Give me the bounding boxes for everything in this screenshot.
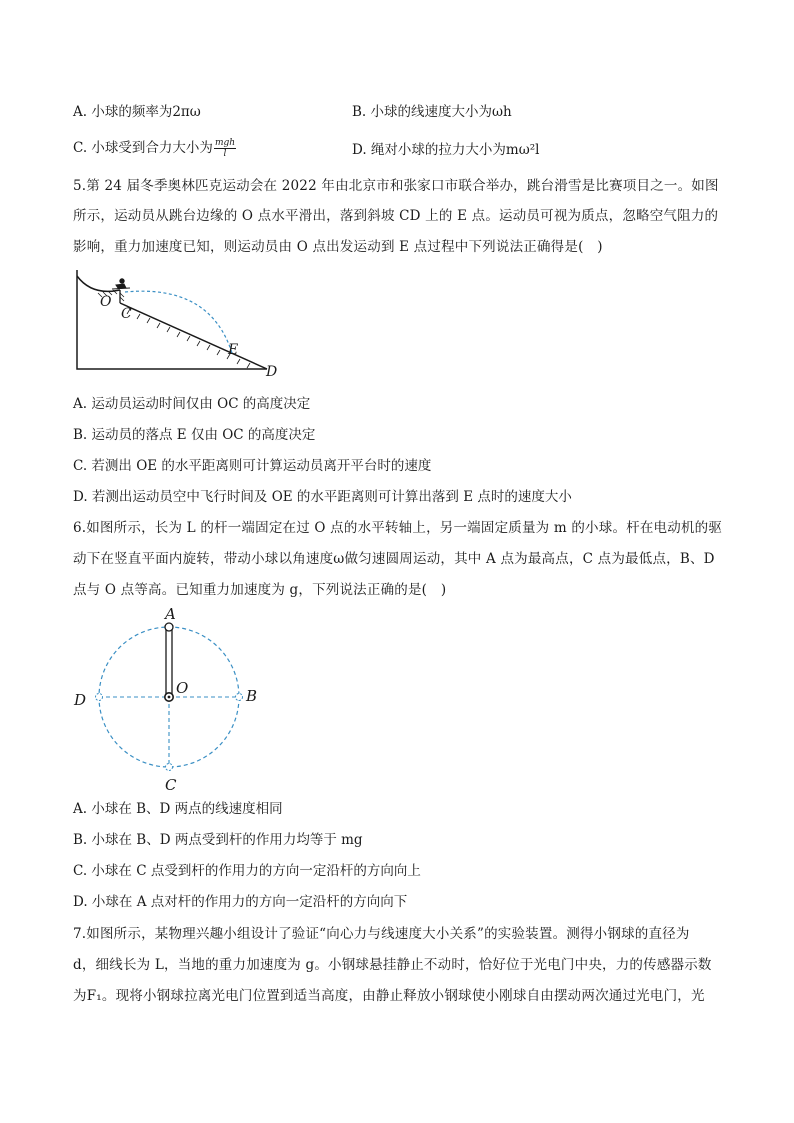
- q6-stem-line-3: 点与 O 点等高。已知重力加速度为 g，下列说法正确的是( ): [73, 582, 447, 598]
- q5-stem-line-1: 5.第 24 届冬季奥林匹克运动会在 2022 年由北京市和张家口市联合举办，跳台滑雪是比赛项目之一。如图: [73, 178, 719, 194]
- q5-option-a: A. 运动员运动时间仅由 OC 的高度决定: [73, 396, 311, 412]
- circular-motion-figure: [70, 605, 270, 795]
- figure-label-b: B: [246, 687, 258, 705]
- figure-label-o: O: [176, 679, 189, 697]
- q5-option-b: B. 运动员的落点 E 仅由 OC 的高度决定: [73, 427, 316, 443]
- figure-label-a: A: [165, 605, 176, 623]
- q6-option-b: B. 小球在 B、D 两点受到杆的作用力均等于 mg: [73, 832, 363, 848]
- fraction-denominator: l: [223, 149, 227, 159]
- figure-label-d: D: [266, 364, 278, 380]
- q6-option-d: D. 小球在 A 点对杆的作用力的方向一定沿杆的方向向下: [73, 894, 408, 910]
- q4-option-d: D. 绳对小球的拉力大小为mω²l: [352, 142, 540, 158]
- q5-option-c: C. 若测出 OE 的水平距离则可计算运动员离开平台时的速度: [73, 458, 432, 474]
- q5-option-d: D. 若测出运动员空中飞行时间及 OE 的水平距离则可计算出落到 E 点时的速度大小: [73, 489, 572, 505]
- q6-option-a: A. 小球在 B、D 两点的线速度相同: [73, 801, 283, 817]
- rod: [166, 628, 172, 697]
- figure-label-o: O: [100, 294, 112, 310]
- q6-option-c: C. 小球在 C 点受到杆的作用力的方向一定沿杆的方向向上: [73, 863, 421, 879]
- figure-label-e: E: [228, 342, 239, 358]
- q5-stem-line-3: 影响，重力加速度已知，则运动员由 O 点出发运动到 E 点过程中下列说法正确得是( ): [73, 239, 603, 255]
- q4-option-a: A. 小球的频率为2πω: [73, 104, 201, 120]
- q5-stem-line-2: 所示，运动员从跳台边缘的 O 点水平滑出，落到斜坡 CD 上的 E 点。运动员可视为质点，忽略空气阻力的: [73, 208, 719, 224]
- q6-stem-line-2: 动下在竖直平面内旋转，带动小球以角速度ω做匀速圆周运动，其中 A 点为最高点，C 点为最低点，B、D: [73, 551, 715, 567]
- figure-label-c: C: [165, 776, 177, 794]
- figure-label-c: C: [121, 306, 132, 322]
- ball-a: [165, 623, 173, 631]
- q4-option-c: [73, 138, 236, 159]
- q7-stem-line-3: 为F₁。现将小钢球拉离光电门位置到适当高度，由静止释放小钢球使小刚球自由摆动两次通过光电门，光: [73, 988, 705, 1004]
- q7-stem-line-1: 7.如图所示，某物理兴趣小组设计了验证“向心力与线速度大小关系”的实验装置。测得小钢球的直径为: [73, 926, 690, 942]
- ski-jump-figure: [70, 266, 285, 378]
- skier-icon: [112, 279, 130, 289]
- q7-stem-line-2: d，细线长为 L，当地的重力加速度为 g。小钢球悬挂静止不动时，恰好位于光电门中央，力的传感器示数: [73, 957, 712, 973]
- q4-option-c-fraction: [214, 138, 236, 159]
- q6-stem-line-1: 6.如图所示，长为 L 的杆一端固定在过 O 点的水平转轴上，另一端固定质量为 m 的小球。杆在电动机的驱: [73, 520, 723, 536]
- q4-option-b: B. 小球的线速度大小为ωh: [352, 104, 512, 120]
- q4-option-c-text: C. 小球受到合力大小为: [73, 140, 213, 156]
- trajectory-curve: [125, 291, 232, 353]
- figure-label-d: D: [74, 691, 87, 709]
- fraction-numerator: mgh: [214, 138, 236, 148]
